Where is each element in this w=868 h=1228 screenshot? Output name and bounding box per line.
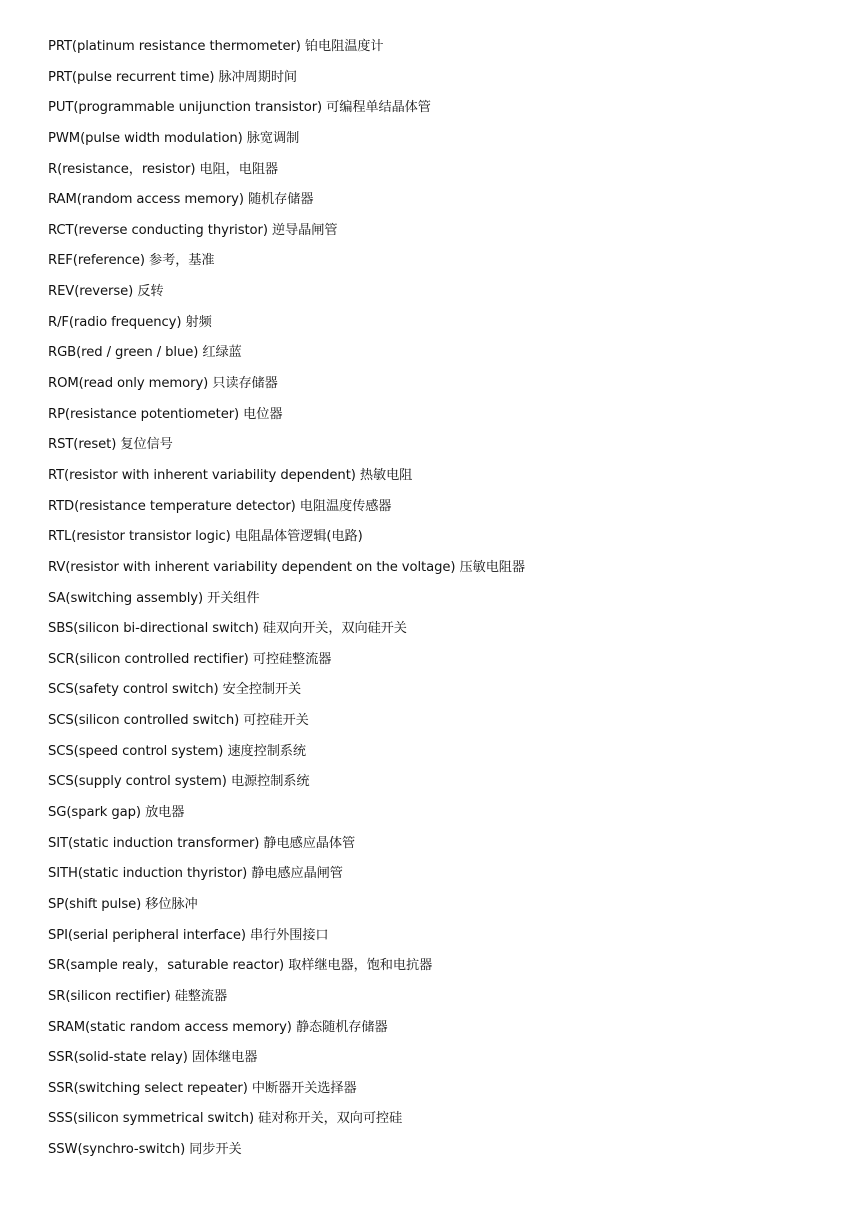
list-item: SG(spark gap) 放电器 bbox=[48, 805, 185, 821]
list-item: PUT(programmable unijunction transistor) 可编程单结晶体管 bbox=[48, 100, 431, 116]
list-item: SITH(static induction thyristor) 静电感应晶闸管 bbox=[48, 866, 343, 882]
list-item: SA(switching assembly) 开关组件 bbox=[48, 590, 260, 606]
list-item: SCS(supply control system) 电源控制系统 bbox=[48, 774, 310, 790]
list-item: SSS(silicon symmetrical switch) 硅对称开关，双向可控硅 bbox=[48, 1111, 403, 1127]
list-item: RTD(resistance temperature detector) 电阻温度传感器 bbox=[48, 498, 392, 514]
list-item: REV(reverse) 反转 bbox=[48, 284, 164, 300]
list-item: RAM(random access memory) 随机存储器 bbox=[48, 192, 314, 208]
list-item: SIT(static induction transformer) 静电感应晶体管 bbox=[48, 835, 356, 851]
list-item: SBS(silicon bi-directional switch) 硅双向开关，双向硅开关 bbox=[48, 621, 407, 637]
list-item: REF(reference) 参考，基准 bbox=[48, 253, 215, 269]
abbreviation-list bbox=[48, 36, 828, 1170]
list-item: PRT(pulse recurrent time) 脉冲周期时间 bbox=[48, 69, 297, 85]
list-item: SR(silicon rectifier) 硅整流器 bbox=[48, 988, 228, 1004]
list-item: RST(reset) 复位信号 bbox=[48, 437, 173, 453]
list-item: RT(resistor with inherent variability dependent) 热敏电阻 bbox=[48, 467, 413, 483]
list-item: ROM(read only memory) 只读存储器 bbox=[48, 376, 278, 392]
list-item: SR(sample realy，saturable reactor) 取样继电器，饱和电抗器 bbox=[48, 958, 433, 974]
list-item: SP(shift pulse) 移位脉冲 bbox=[48, 896, 198, 912]
list-item: R/F(radio frequency) 射频 bbox=[48, 314, 212, 330]
list-item: SSW(synchro-switch) 同步开关 bbox=[48, 1142, 242, 1158]
list-item: RV(resistor with inherent variability dependent on the voltage) 压敏电阻器 bbox=[48, 559, 525, 575]
list-item: R(resistance，resistor) 电阻，电阻器 bbox=[48, 161, 278, 177]
list-item: RGB(red / green / blue) 红绿蓝 bbox=[48, 345, 242, 361]
list-item: RP(resistance potentiometer) 电位器 bbox=[48, 406, 283, 422]
list-item: PWM(pulse width modulation) 脉宽调制 bbox=[48, 130, 300, 146]
list-item: SCS(speed control system) 速度控制系统 bbox=[48, 743, 306, 759]
list-item: SSR(solid-state relay) 固体继电器 bbox=[48, 1050, 258, 1066]
list-item: SPI(serial peripheral interface) 串行外围接口 bbox=[48, 927, 329, 943]
list-item: SCS(safety control switch) 安全控制开关 bbox=[48, 682, 302, 698]
list-item: SCS(silicon controlled switch) 可控硅开关 bbox=[48, 713, 309, 729]
list-item: SRAM(static random access memory) 静态随机存储器 bbox=[48, 1019, 388, 1035]
list-item: RTL(resistor transistor logic) 电阻晶体管逻辑(电路) bbox=[48, 529, 363, 545]
list-item: SSR(switching select repeater) 中断器开关选择器 bbox=[48, 1080, 357, 1096]
list-item: RCT(reverse conducting thyristor) 逆导晶闸管 bbox=[48, 222, 338, 238]
list-item: SCR(silicon controlled rectifier) 可控硅整流器 bbox=[48, 651, 332, 667]
list-item: PRT(platinum resistance thermometer) 铂电阻温度计 bbox=[48, 39, 384, 54]
